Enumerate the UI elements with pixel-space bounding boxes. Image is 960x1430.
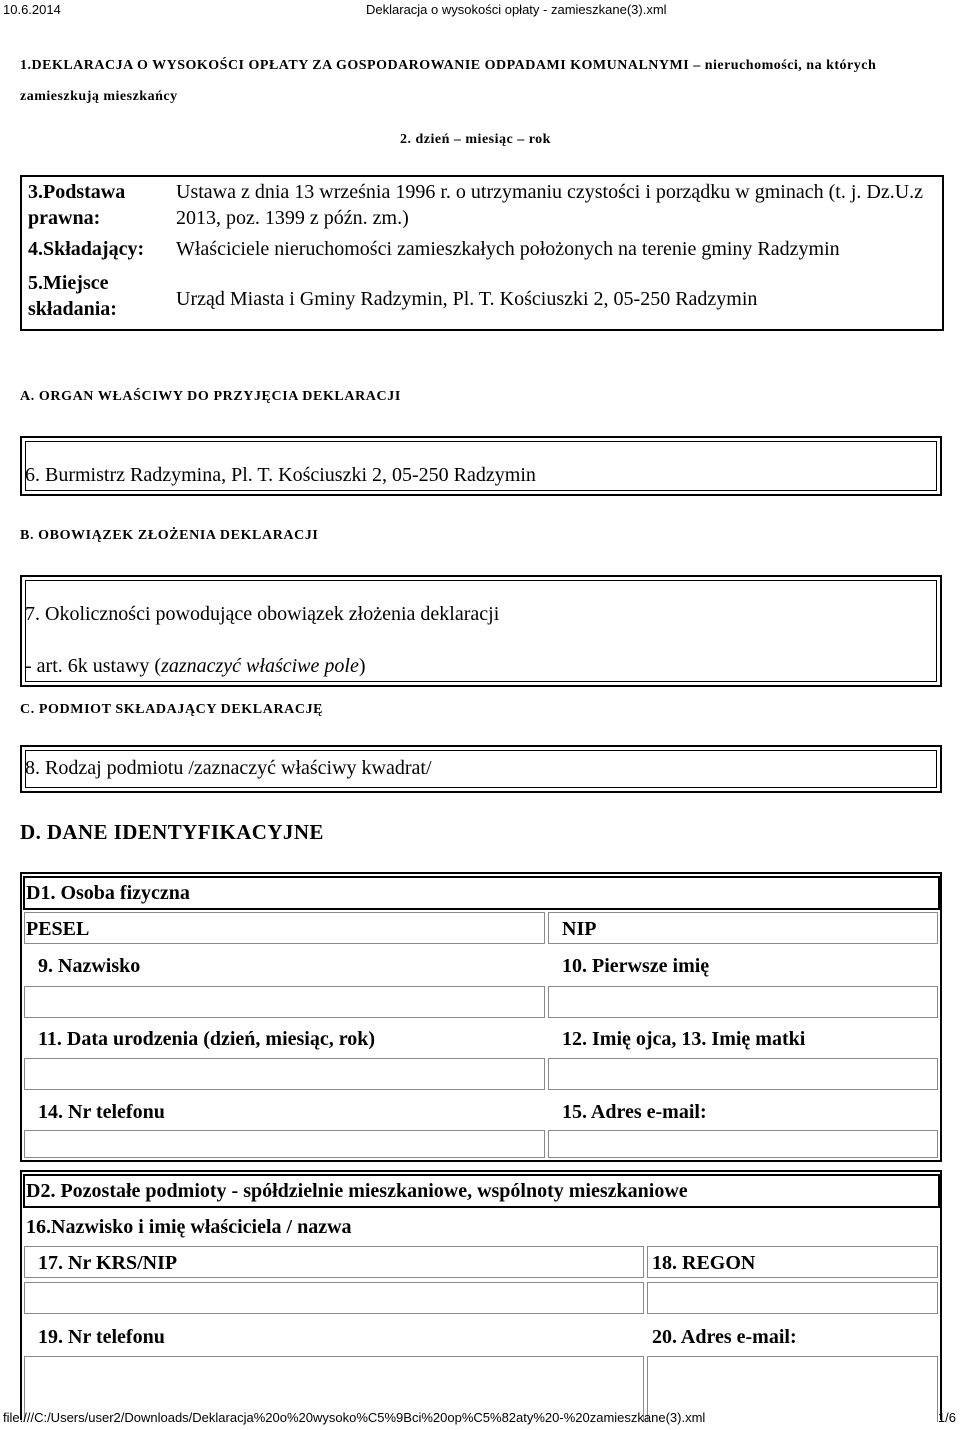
info-row (21, 268, 943, 330)
subject-type-text: 8. Rodzaj podmiotu /zaznaczyć właściwy kwadrat/ (25, 757, 432, 779)
section-a-heading: A. ORGAN WŁAŚCIWY DO PRZYJĘCIA DEKLARACJI (20, 389, 401, 404)
d1-box (20, 872, 942, 1162)
parents-names-label: 12. Imię ojca, 13. Imię matki (562, 1028, 806, 1050)
form-title: 1.DEKLARACJA O WYSOKOŚCI OPŁATY ZA GOSPODAROWANIE ODPADAMI KOMUNALNYMI – nieruchomości, na których zamieszkują mieszkańcy (20, 58, 877, 104)
obligation-text: 7. Okoliczności powodujące obowiązek złożenia deklaracji (25, 603, 500, 625)
info-row (21, 176, 943, 234)
section-c-box (20, 745, 942, 793)
section-b-heading: B. OBOWIĄZEK ZŁOŻENIA DEKLARACJI (20, 528, 319, 543)
print-date: 10.6.2014 (3, 2, 61, 17)
print-doc-title: Deklaracja o wysokości opłaty - zamieszkane(3).xml (366, 2, 667, 17)
organ-text: 6. Burmistrz Radzymina, Pl. T. Kościuszki 2, 05-250 Radzymin (25, 464, 536, 486)
info-label: 4.Składający: (28, 238, 145, 260)
info-value: Właściciele nieruchomości zamieszkałych położonych na terenie gminy Radzymin (176, 238, 840, 260)
section-d-heading: D. DANE IDENTYFIKACYJNE (20, 820, 324, 844)
info-value: Urząd Miasta i Gminy Radzymin, Pl. T. Kościuszki 2, 05-250 Radzymin (176, 287, 758, 310)
info-label: 5.Miejsce składania: (28, 272, 117, 320)
file-path: file:///C:/Users/user2/Downloads/Deklaracja%20o%20wysoko%C5%9Bci%20op%C5%82aty%20-%20zamieszkane(3).xml (3, 1410, 706, 1425)
date-hint: 2. dzień – miesiąc – rok (400, 132, 551, 147)
d1-title: D1. Osoba fizyczna (26, 882, 190, 904)
section-a-box (20, 436, 942, 496)
pesel-cell (24, 912, 545, 944)
info-label: 3.Podstawa prawna: (28, 181, 126, 229)
regon-label: 18. REGON (652, 1252, 756, 1274)
email-field[interactable] (548, 1130, 938, 1158)
birthdate-label: 11. Data urodzenia (dzień, miesiąc, rok) (38, 1028, 376, 1050)
email-label: 15. Adres e-mail: (562, 1101, 707, 1123)
d2-title: D2. Pozostałe podmioty - spółdzielnie mieszkaniowe, wspólnoty mieszkaniowe (26, 1180, 688, 1202)
pesel-label: PESEL (26, 918, 90, 940)
nip-cell (548, 912, 938, 944)
birthdate-field[interactable] (24, 1058, 545, 1090)
obligation-article (25, 655, 366, 678)
krs-label: 17. Nr KRS/NIP (38, 1252, 178, 1274)
surname-label: 9. Nazwisko (38, 955, 141, 977)
d2-email-label: 20. Adres e-mail: (652, 1326, 797, 1348)
article-hint: zaznaczyć właściwe pole (161, 655, 359, 677)
article-suffix: ) (358, 655, 366, 677)
parents-names-field[interactable] (548, 1058, 938, 1090)
d2-box (20, 1170, 942, 1420)
krs-field[interactable] (24, 1282, 644, 1314)
section-b-box (20, 575, 942, 687)
phone-label: 14. Nr telefonu (38, 1101, 165, 1123)
phone-field[interactable] (24, 1130, 545, 1158)
d2-phone-label: 19. Nr telefonu (38, 1326, 165, 1348)
surname-field[interactable] (24, 986, 545, 1018)
page-number: 1/6 (937, 1410, 956, 1425)
info-table (20, 175, 944, 331)
nip-label: NIP (562, 918, 597, 940)
firstname-field[interactable] (548, 986, 938, 1018)
firstname-label: 10. Pierwsze imię (562, 955, 710, 977)
owner-name-label: 16.Nazwisko i imię właściciela / nazwa (26, 1216, 352, 1238)
info-value: Ustawa z dnia 13 września 1996 r. o utrzymaniu czystości i porządku w gminach (t. j. Dz.U.z 2013, poz. 1399 z późn. zm.) (176, 181, 924, 229)
section-c-heading: C. PODMIOT SKŁADAJĄCY DEKLARACJĘ (20, 702, 324, 717)
article-prefix: - art. 6k ustawy ( (25, 655, 162, 677)
info-row (21, 234, 943, 268)
regon-field[interactable] (647, 1282, 938, 1314)
